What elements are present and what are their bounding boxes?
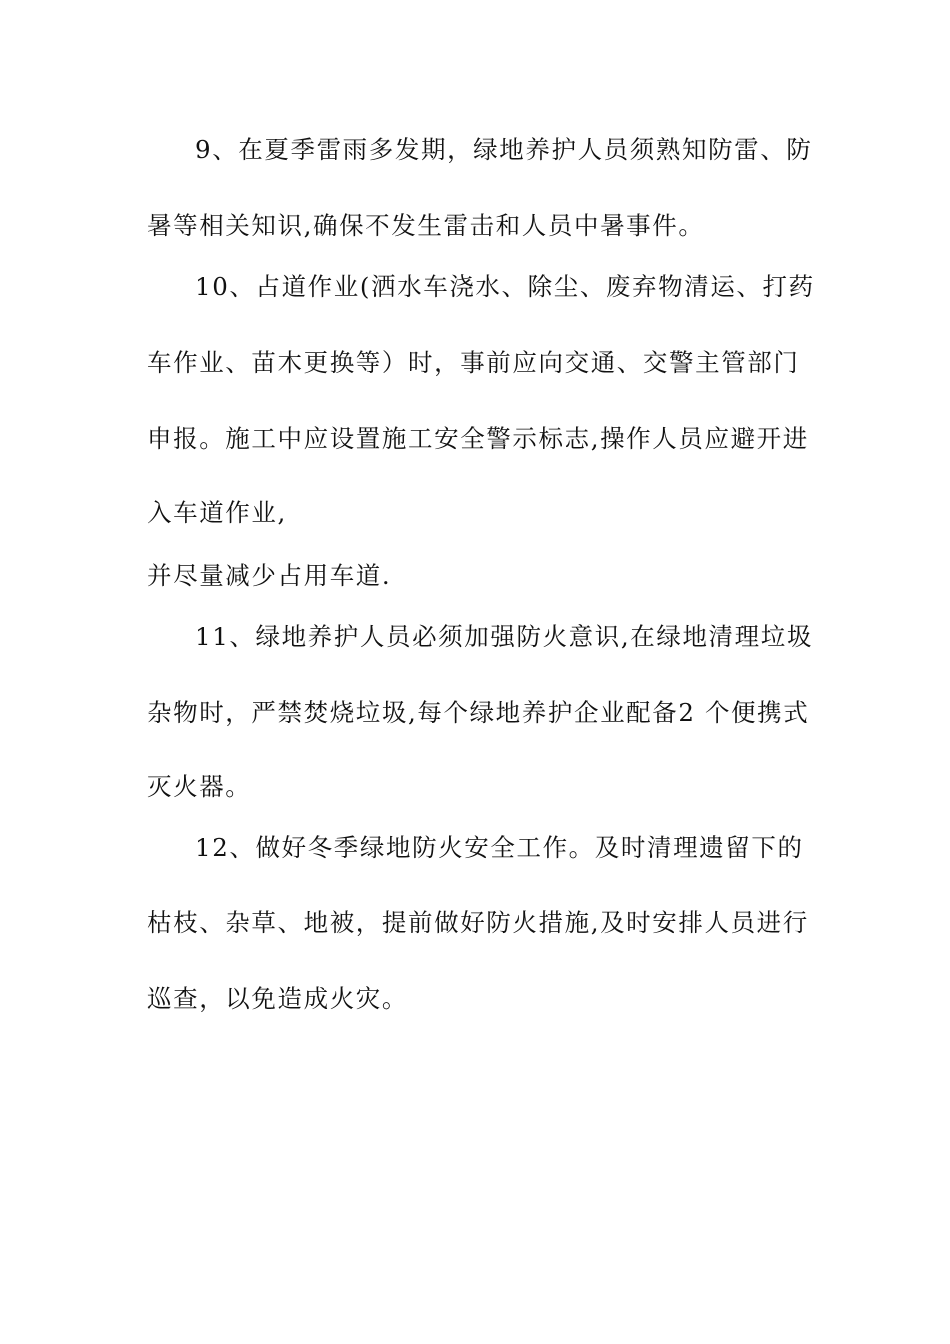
paragraph-10-line-5: 并尽量减少占用车道. (147, 561, 392, 590)
paragraph-9-line-1: 9、在夏季雷雨多发期，绿地养护人员须熟知防雷、防 (195, 135, 813, 164)
paragraph-10-line-2: 车作业、苗木更换等）时，事前应向交通、交警主管部门 (147, 348, 800, 377)
paragraph-11-line-2: 杂物时，严禁焚烧垃圾,每个绿地养护企业配备2 个便携式 (147, 698, 810, 727)
paragraph-10-line-1: 10、占道作业(洒水车浇水、除尘、废弃物清运、打药 (195, 272, 815, 301)
paragraph-11-line-1: 11、绿地养护人员必须加强防火意识,在绿地清理垃圾 (195, 622, 813, 651)
paragraph-11-line-3: 灭火器。 (147, 772, 252, 801)
paragraph-12-line-1: 12、做好冬季绿地防火安全工作。及时清理遗留下的 (195, 833, 804, 862)
paragraph-12-line-2: 枯枝、杂草、地被，提前做好防火措施,及时安排人员进行 (147, 908, 809, 937)
paragraph-12-line-3: 巡查，以免造成火灾。 (147, 984, 408, 1013)
paragraph-9-line-2: 暑等相关知识,确保不发生雷击和人员中暑事件。 (147, 211, 705, 240)
paragraph-10-line-3: 申报。施工中应设置施工安全警示标志,操作人员应避开进 (147, 424, 809, 453)
paragraph-10-line-4: 入车道作业, (147, 498, 287, 527)
